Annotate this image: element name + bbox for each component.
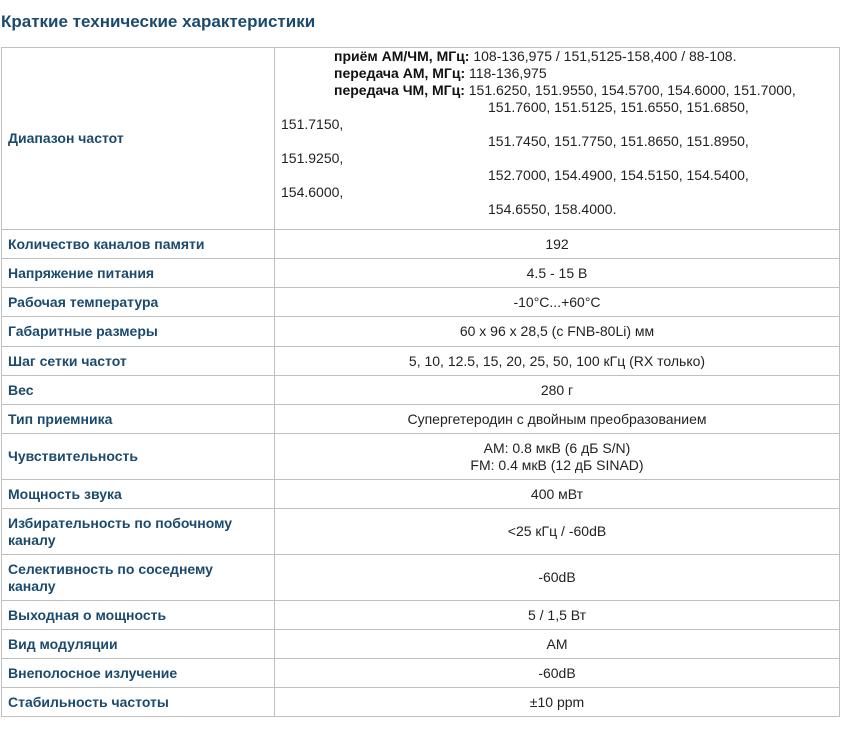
row-label: Количество каналов памяти xyxy=(2,230,275,259)
rx-label: приём АМ/ЧМ, МГц: xyxy=(334,48,470,64)
row-label: Стабильность частоты xyxy=(2,688,275,717)
row-value: Супергетеродин с двойным преобразованием xyxy=(275,405,840,434)
sensitivity-am: AM: 0.8 мкВ (6 дБ S/N) xyxy=(483,439,631,456)
row-label: Чувствительность xyxy=(2,434,275,480)
table-row xyxy=(2,480,840,509)
row-value xyxy=(275,434,840,480)
row-label: Диапазон частот xyxy=(2,48,275,230)
row-value: 400 мВт xyxy=(275,480,840,509)
row-value: 4.5 - 15 В xyxy=(275,259,840,288)
frequency-range-cell xyxy=(275,48,840,230)
row-label: Вид модуляции xyxy=(2,630,275,659)
table-row xyxy=(2,317,840,347)
row-value: -10°C...+60°C xyxy=(275,288,840,317)
row-label: Внеполосное излучение xyxy=(2,659,275,688)
tx-fm-label: передача ЧМ, МГц: xyxy=(334,82,465,98)
freq-line: 154.6550, 158.4000. xyxy=(488,201,617,217)
row-label: Выходная о мощность xyxy=(2,601,275,630)
row-label: Тип приемника xyxy=(2,405,275,434)
row-label: Мощность звука xyxy=(2,480,275,509)
row-value: -60dB xyxy=(275,555,840,601)
table-row xyxy=(2,347,840,376)
tx-am-label: передача АМ, МГц: xyxy=(334,65,466,81)
row-value: ±10 ppm xyxy=(275,688,840,717)
row-label: Габаритные размеры xyxy=(2,317,275,347)
freq-line: 152.7000, 154.4900, 154.5150, 154.5400, xyxy=(488,167,749,183)
table-row xyxy=(2,48,840,230)
freq-line: 151.7600, 151.5125, 151.6550, 151.6850, xyxy=(488,99,749,115)
table-row xyxy=(2,601,840,630)
row-value: 5, 10, 12.5, 15, 20, 25, 50, 100 кГц (RX только) xyxy=(275,347,840,376)
row-value: 5 / 1,5 Вт xyxy=(275,601,840,630)
table-row xyxy=(2,230,840,259)
table-row xyxy=(2,434,840,480)
freq-line: 151.9250, xyxy=(281,150,344,166)
table-row xyxy=(2,630,840,659)
freq-line: 151.7450, 151.7750, 151.8650, 151.8950, xyxy=(488,133,749,149)
freq-line: 151.7150, xyxy=(281,116,344,132)
row-value: AM xyxy=(275,630,840,659)
row-label: Напряжение питания xyxy=(2,259,275,288)
row-label: Избирательность по побочному каналу xyxy=(2,509,275,555)
row-label: Шаг сетки частот xyxy=(2,347,275,376)
table-row xyxy=(2,555,840,601)
row-value: <25 кГц / -60dB xyxy=(275,509,840,555)
sensitivity-fm: FM: 0.4 мкВ (12 дБ SINAD) xyxy=(470,456,644,473)
tx-fm-value: 151.6250, 151.9550, 154.5700, 154.6000, 151.7000, xyxy=(464,82,796,98)
row-value: 60 x 96 x 28,5 (с FNB-80Li) мм xyxy=(275,317,840,347)
row-value: -60dB xyxy=(275,659,840,688)
table-row xyxy=(2,259,840,288)
table-row xyxy=(2,659,840,688)
rx-value: 108-136,975 / 151,5125-158,400 / 88-108. xyxy=(469,48,737,64)
table-row xyxy=(2,288,840,317)
row-label: Селективность по соседнему каналу xyxy=(2,555,275,601)
table-row xyxy=(2,376,840,405)
table-row xyxy=(2,405,840,434)
tx-am-value: 118-136,975 xyxy=(465,65,547,81)
row-label: Вес xyxy=(2,376,275,405)
row-value: 192 xyxy=(275,230,840,259)
row-label: Рабочая температура xyxy=(2,288,275,317)
table-row xyxy=(2,688,840,717)
spec-table xyxy=(1,47,840,717)
table-row xyxy=(2,509,840,555)
freq-line: 154.6000, xyxy=(281,184,344,200)
row-value: 280 г xyxy=(275,376,840,405)
page-title: Краткие технические характеристики xyxy=(1,12,316,31)
